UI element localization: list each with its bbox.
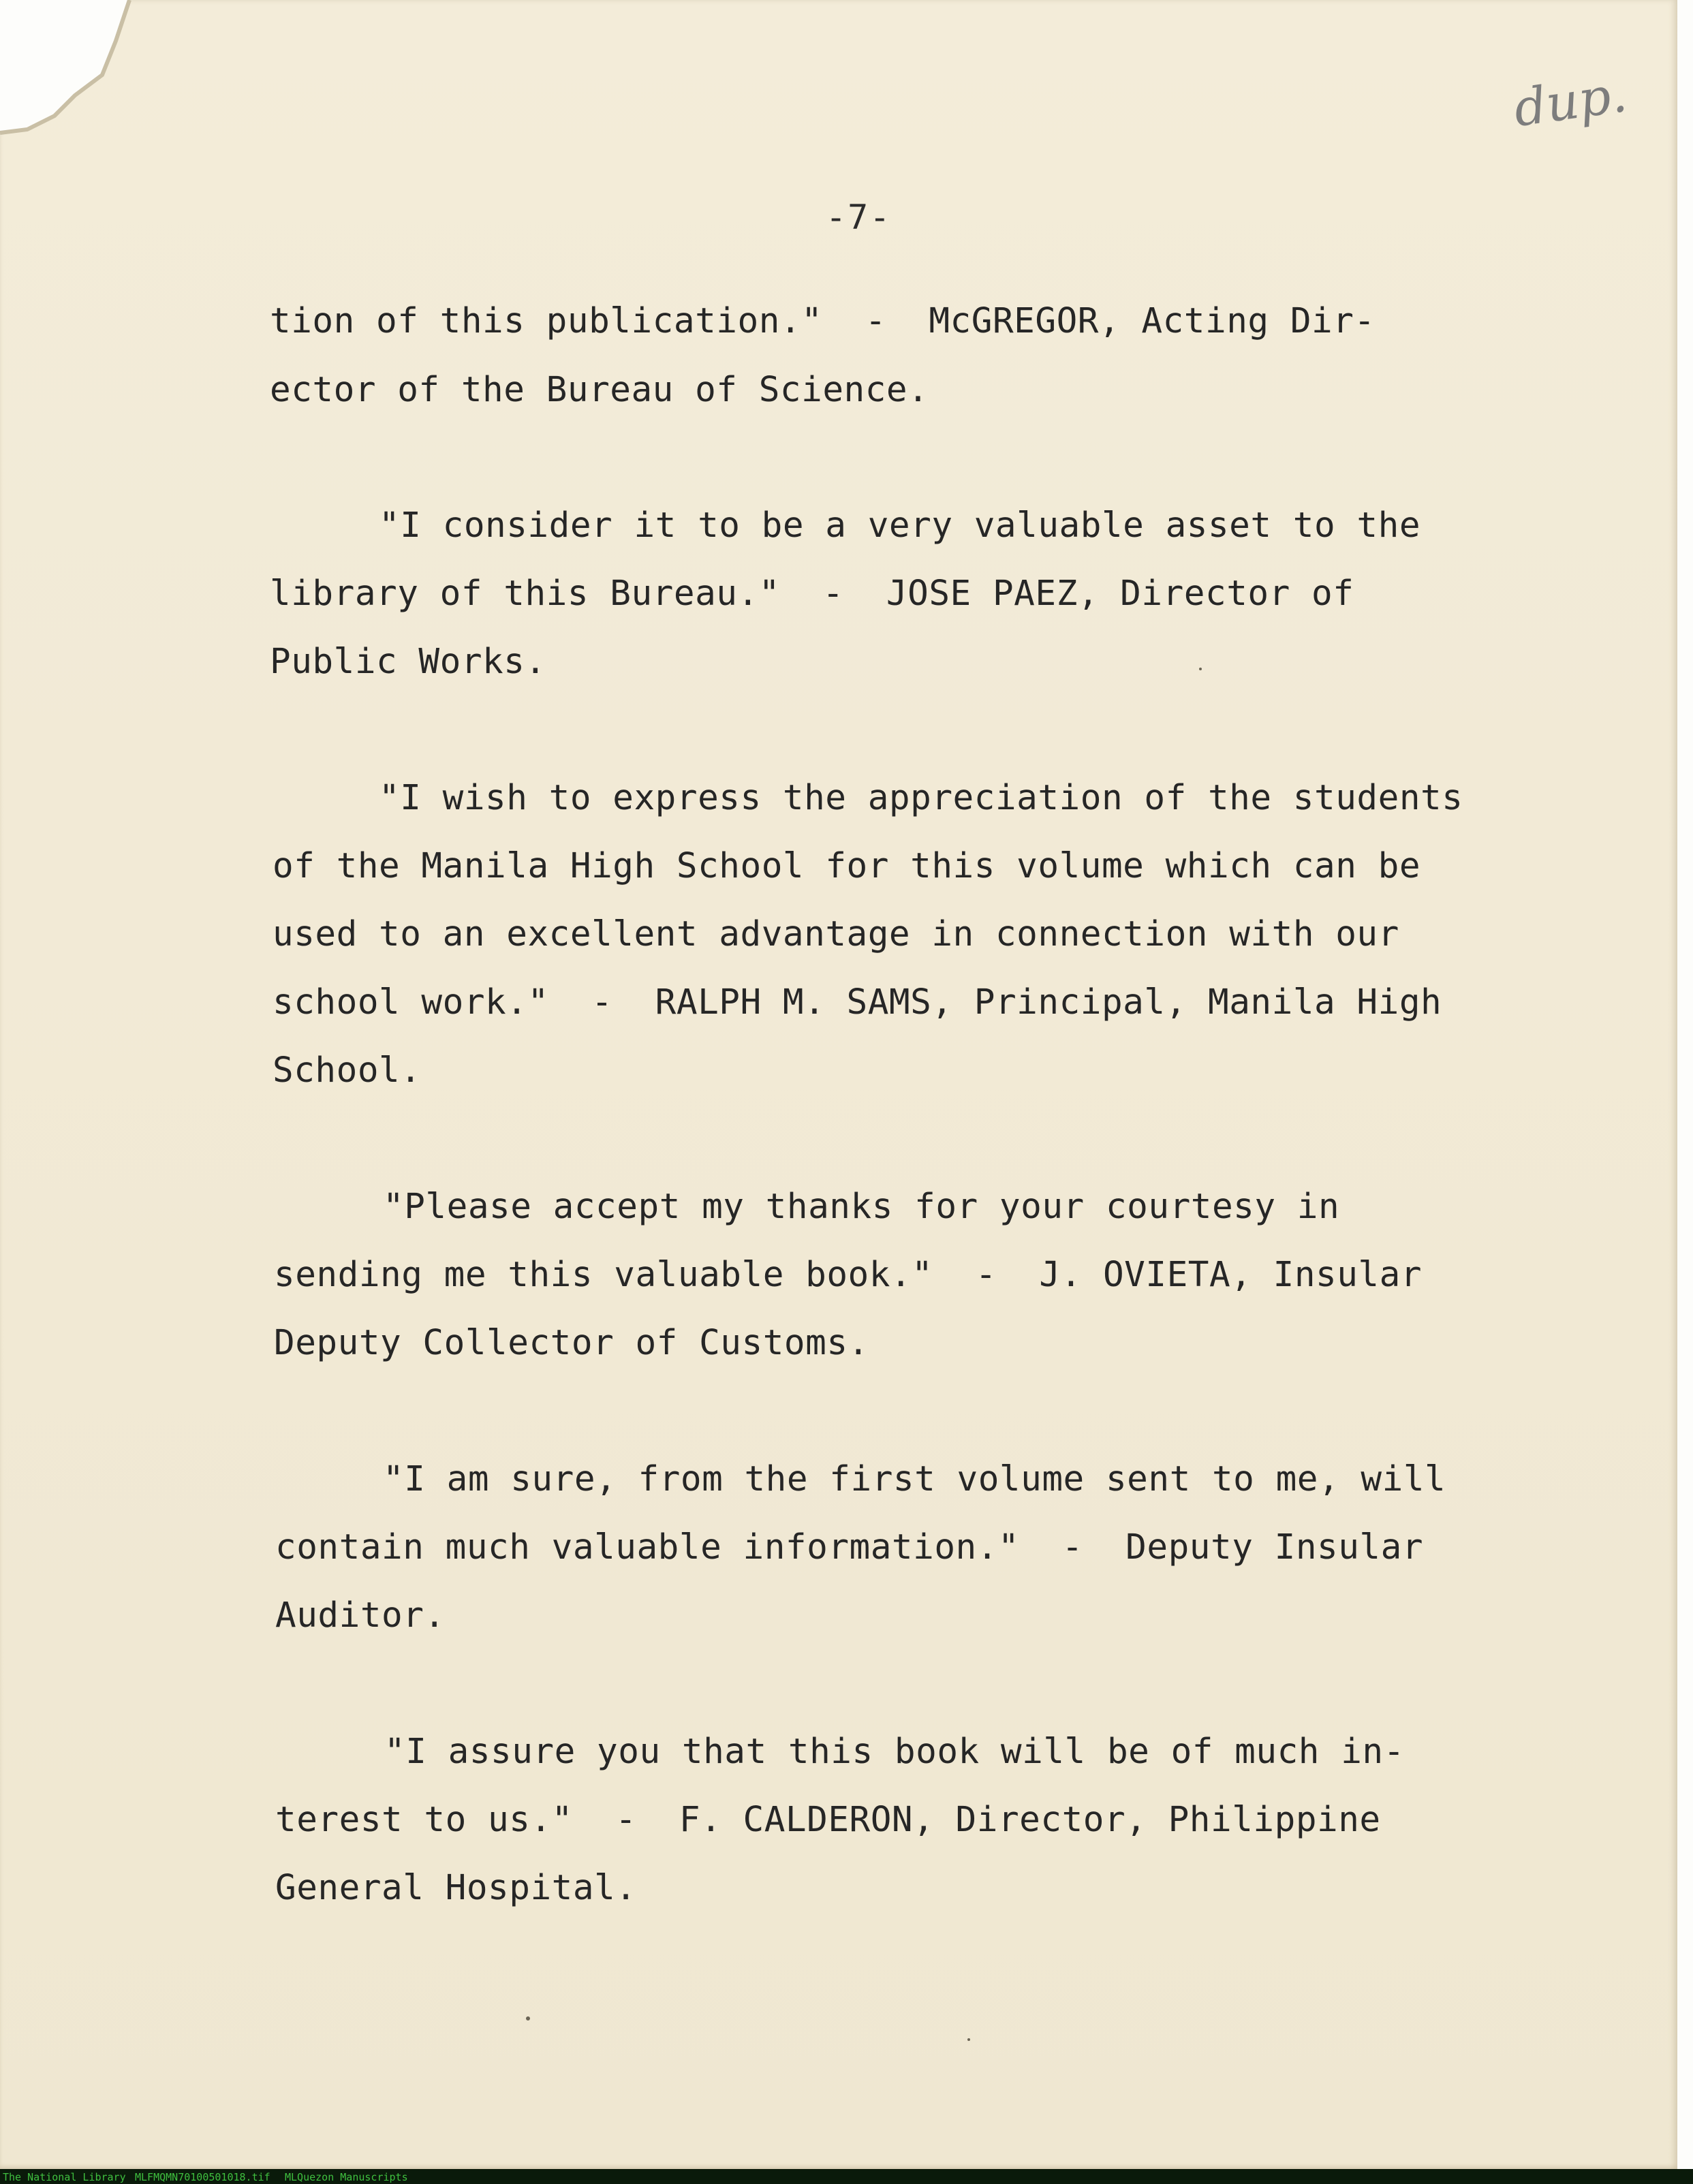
text-line: Auditor. xyxy=(275,1595,446,1636)
text-line: school work." - RALPH M. SAMS, Principal, Manila High xyxy=(273,982,1442,1023)
text-line: library of this Bureau." - JOSE PAEZ, Director of xyxy=(270,574,1354,614)
footer-collection: MLQuezon Manuscripts xyxy=(285,2171,408,2183)
text-line: contain much valuable information." - Deputy Insular xyxy=(275,1527,1424,1567)
text-line: Public Works. xyxy=(270,642,546,682)
text-line: "I wish to express the appreciation of the students xyxy=(379,778,1463,818)
paper-speck xyxy=(1199,668,1202,670)
text-line: School. xyxy=(273,1050,422,1091)
text-line: "I assure you that this book will be of much in- xyxy=(384,1732,1405,1772)
torn-corner xyxy=(0,0,177,177)
text-line: terest to us." - F. CALDERON, Director, Philippine xyxy=(275,1800,1381,1840)
paper-speck xyxy=(526,2016,530,2021)
text-line: of the Manila High School for this volume which can be xyxy=(273,846,1421,886)
footer-file: MLFMQMN70100501018.tif xyxy=(135,2171,270,2183)
text-line: "I consider it to be a very valuable asset to the xyxy=(379,505,1421,546)
text-line: tion of this publication." - McGREGOR, Acting Dir- xyxy=(270,301,1376,341)
page-number: -7- xyxy=(826,198,892,237)
footer-library: The National Library xyxy=(3,2171,126,2183)
text-line: sending me this valuable book." - J. OVIETA, Insular xyxy=(274,1255,1423,1295)
text-line: used to an excellent advantage in connection with our xyxy=(273,914,1399,954)
text-line: ector of the Bureau of Science. xyxy=(270,370,929,410)
text-line: "I am sure, from the first volume sent to me, will xyxy=(383,1459,1446,1499)
text-line: "Please accept my thanks for your courtesy in xyxy=(383,1187,1340,1227)
handwritten-annotation: dup. xyxy=(1510,64,1631,139)
text-line: General Hospital. xyxy=(275,1868,637,1908)
text-line: Deputy Collector of Customs. xyxy=(274,1323,869,1363)
paper-speck xyxy=(967,2038,970,2041)
